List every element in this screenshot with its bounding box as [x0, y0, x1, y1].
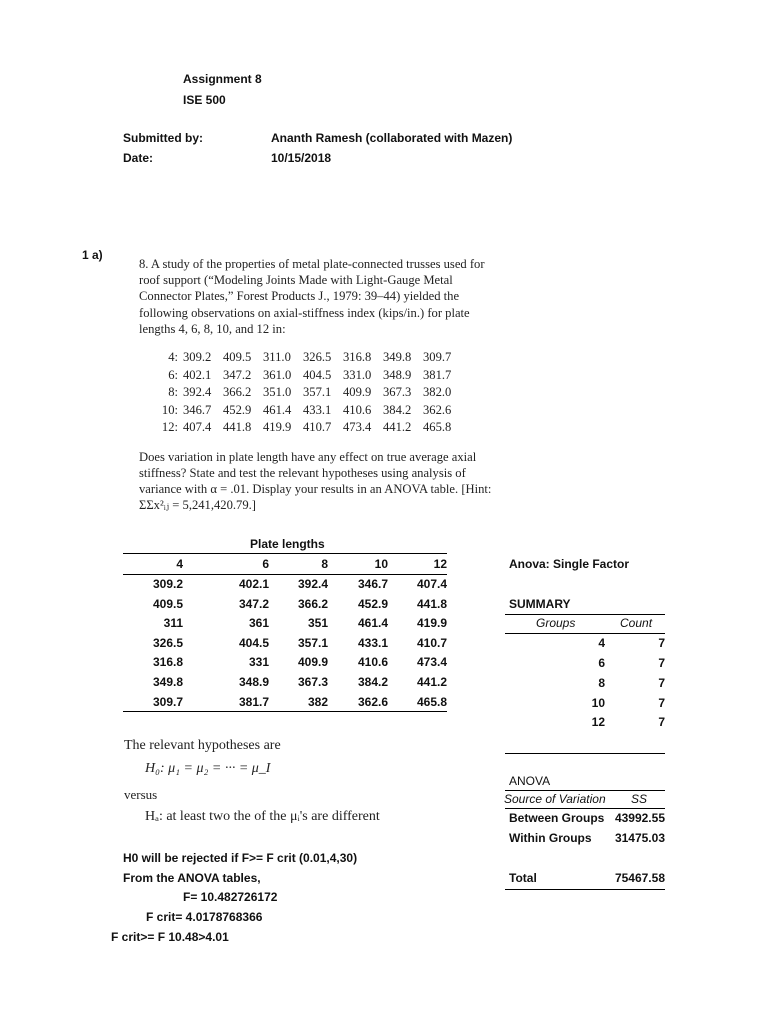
assignment-title: Assignment 8 — [183, 72, 262, 86]
plate-cell: 407.4 — [416, 577, 447, 591]
plate-cell: 461.4 — [357, 616, 388, 631]
obs-value: 382.0 — [423, 385, 452, 400]
obs-value: 452.9 — [223, 402, 252, 417]
plate-cell: 404.5 — [238, 635, 269, 650]
source-label: Between Groups — [509, 811, 605, 825]
obs-value: 409.9 — [343, 385, 372, 400]
plate-cell: 331 — [248, 655, 269, 670]
plate-cell: 311 — [163, 616, 183, 631]
obs-value: 309.2 — [183, 350, 212, 365]
table-rule-top — [123, 553, 447, 554]
observations-table — [156, 349, 499, 437]
count-value: 7 — [658, 636, 665, 650]
plate-cell: 357.1 — [297, 635, 328, 650]
source-label: Within Groups — [509, 831, 592, 845]
plate-header: 6 — [262, 557, 269, 571]
plate-header: 8 — [321, 557, 328, 571]
plate-cell: 402.1 — [238, 577, 269, 591]
obs-value: 347.2 — [223, 367, 252, 382]
obs-value: 351.0 — [263, 385, 292, 400]
obs-value: 316.8 — [343, 350, 372, 365]
summary-rule-top — [505, 614, 665, 615]
obs-row — [156, 419, 499, 437]
plate-cell: 347.2 — [238, 596, 269, 611]
obs-value: 309.7 — [423, 350, 452, 365]
obs-value: 433.1 — [303, 402, 332, 417]
plate-cell: 465.8 — [416, 694, 447, 709]
ss-value: 31475.03 — [614, 831, 665, 845]
anova-single-title: Anova: Single Factor — [509, 557, 630, 571]
question-label: 1 a) — [82, 248, 103, 262]
summary-label: SUMMARY — [509, 597, 571, 611]
total-value: 75467.58 — [614, 871, 665, 885]
f-statistic: F= 10.482726172 — [183, 890, 278, 904]
plate-cell: 348.9 — [238, 675, 269, 689]
plate-cell: 410.7 — [416, 635, 447, 650]
obs-row — [156, 384, 499, 402]
obs-value: 392.4 — [183, 385, 212, 400]
plate-cell: 326.5 — [152, 635, 183, 650]
plate-cell: 316.8 — [152, 655, 183, 670]
problem-intro: 8. A study of the properties of metal plate-connected trusses used for roof support (“Modeling Joints Made with Light-Gauge Metal Connector Plates,” Forest Products J., 1979: 39–44) yielded the following observations on axial-stiffness index (kips/in.) for plate lengths 4, 6, 8, 10, and 12 in: — [139, 257, 485, 336]
plate-header: 4 — [176, 557, 183, 571]
plate-cell: 409.9 — [297, 655, 328, 670]
group-value: 12 — [591, 715, 605, 729]
obs-value: 384.2 — [383, 402, 412, 417]
obs-value: 361.0 — [263, 367, 292, 382]
groups-header: Groups — [536, 616, 576, 630]
obs-row — [156, 367, 499, 385]
problem-question: Does variation in plate length have any effect on true average axial stiffness? State and test the relevant hypotheses using analysis of variance with α = .01. Display your results in an ANOVA table. [Hint: ΣΣx²ᵢⱼ = 5,241,420.79.] — [139, 449, 492, 513]
obs-value: 441.8 — [223, 420, 252, 435]
course-code: ISE 500 — [183, 93, 226, 107]
obs-value: 404.5 — [303, 367, 332, 382]
problem-statement — [139, 256, 499, 513]
plate-cell: 382 — [307, 694, 328, 709]
hypotheses-heading: The relevant hypotheses are — [124, 738, 281, 753]
summary-rule-bottom — [505, 753, 665, 754]
group-value: 6 — [598, 656, 605, 670]
date-value: 10/15/2018 — [271, 151, 332, 165]
versus-text: versus — [124, 787, 158, 802]
obs-value: 331.0 — [343, 367, 372, 382]
ss-header: SS — [631, 792, 648, 806]
plate-cell: 381.7 — [238, 694, 269, 709]
obs-value: 409.5 — [223, 350, 252, 365]
plate-cell: 419.9 — [416, 616, 447, 631]
source-header: Source of Variation — [504, 792, 606, 806]
obs-value: 419.9 — [263, 420, 292, 435]
plate-cell: 410.6 — [357, 655, 388, 670]
plate-cell: 392.4 — [297, 577, 328, 591]
obs-value: 410.7 — [303, 420, 332, 435]
obs-value: 326.5 — [303, 350, 332, 365]
submitted-by-value: Ananth Ramesh (collaborated with Mazen) — [271, 131, 513, 145]
plate-cell: 349.8 — [152, 675, 183, 689]
obs-value: 357.1 — [303, 385, 332, 400]
plate-cell: 452.9 — [357, 596, 388, 611]
obs-value: 349.8 — [383, 350, 412, 365]
plate-header: 10 — [374, 557, 388, 571]
comparison-result: F crit>= F 10.48>4.01 — [111, 930, 229, 944]
table-rule-header — [123, 574, 447, 575]
obs-value: 407.4 — [183, 420, 212, 435]
obs-row — [156, 349, 499, 367]
f-critical: F crit= 4.0178768366 — [146, 910, 263, 924]
obs-label: 12: — [161, 420, 178, 435]
summary-rule-header — [505, 633, 665, 634]
obs-label: 10: — [161, 402, 178, 417]
obs-label: 4: — [168, 350, 178, 365]
plate-cell: 361 — [248, 616, 269, 631]
plate-cell: 309.7 — [152, 694, 183, 709]
rejection-rule: H0 will be rejected if F>= F crit (0.01,4,30) — [123, 851, 358, 865]
count-value: 7 — [658, 656, 665, 670]
count-header: Count — [620, 616, 653, 630]
group-value: 8 — [598, 676, 605, 690]
obs-value: 402.1 — [183, 367, 212, 382]
anova-rule-bottom — [505, 889, 665, 890]
obs-value: 441.2 — [383, 420, 412, 435]
plate-cell: 346.7 — [357, 577, 388, 591]
obs-label: 8: — [168, 385, 178, 400]
count-value: 7 — [658, 696, 665, 710]
obs-value: 461.4 — [263, 402, 292, 417]
plate-cell: 351 — [307, 616, 328, 631]
anova-rule-top — [505, 790, 665, 791]
submitted-by-label: Submitted by: — [123, 131, 203, 145]
plate-cell: 384.2 — [357, 675, 388, 689]
obs-row — [156, 402, 499, 420]
obs-value: 473.4 — [343, 420, 372, 435]
obs-value: 465.8 — [423, 420, 452, 435]
count-value: 7 — [658, 676, 665, 690]
plate-cell: 433.1 — [357, 635, 388, 650]
count-value: 7 — [658, 715, 665, 729]
obs-value: 367.3 — [383, 385, 412, 400]
obs-label: 6: — [168, 367, 178, 382]
anova-rule-header — [505, 808, 665, 809]
obs-value: 311.0 — [263, 350, 291, 365]
plate-header: 12 — [433, 557, 447, 571]
ss-value: 43992.55 — [614, 811, 665, 825]
obs-value: 348.9 — [383, 367, 412, 382]
obs-value: 346.7 — [183, 402, 212, 417]
plate-cell: 473.4 — [416, 655, 447, 670]
plate-cell: 309.2 — [152, 577, 183, 591]
obs-value: 410.6 — [343, 402, 372, 417]
date-label: Date: — [123, 151, 154, 165]
plate-cell: 366.2 — [297, 596, 328, 611]
table-rule-bottom — [123, 711, 447, 712]
plate-lengths-title: Plate lengths — [250, 537, 325, 551]
plate-cell: 362.6 — [357, 694, 388, 709]
obs-value: 362.6 — [423, 402, 452, 417]
group-value: 4 — [598, 636, 605, 650]
anova-title: ANOVA — [509, 774, 551, 788]
obs-value: 381.7 — [423, 367, 452, 382]
plate-cell: 367.3 — [297, 675, 328, 689]
group-value: 10 — [591, 696, 605, 710]
alternative-hypothesis: Hₐ: at least two the of the μᵢ's are different — [145, 809, 380, 824]
plate-cell: 409.5 — [152, 596, 183, 611]
obs-value: 366.2 — [223, 385, 252, 400]
plate-cell: 441.8 — [416, 596, 447, 611]
total-label: Total — [509, 871, 537, 885]
plate-cell: 441.2 — [416, 675, 447, 689]
from-anova-text: From the ANOVA tables, — [123, 871, 261, 885]
null-hypothesis: H₀: μ₁ = μ₂ = ··· = μ_I — [145, 761, 271, 776]
